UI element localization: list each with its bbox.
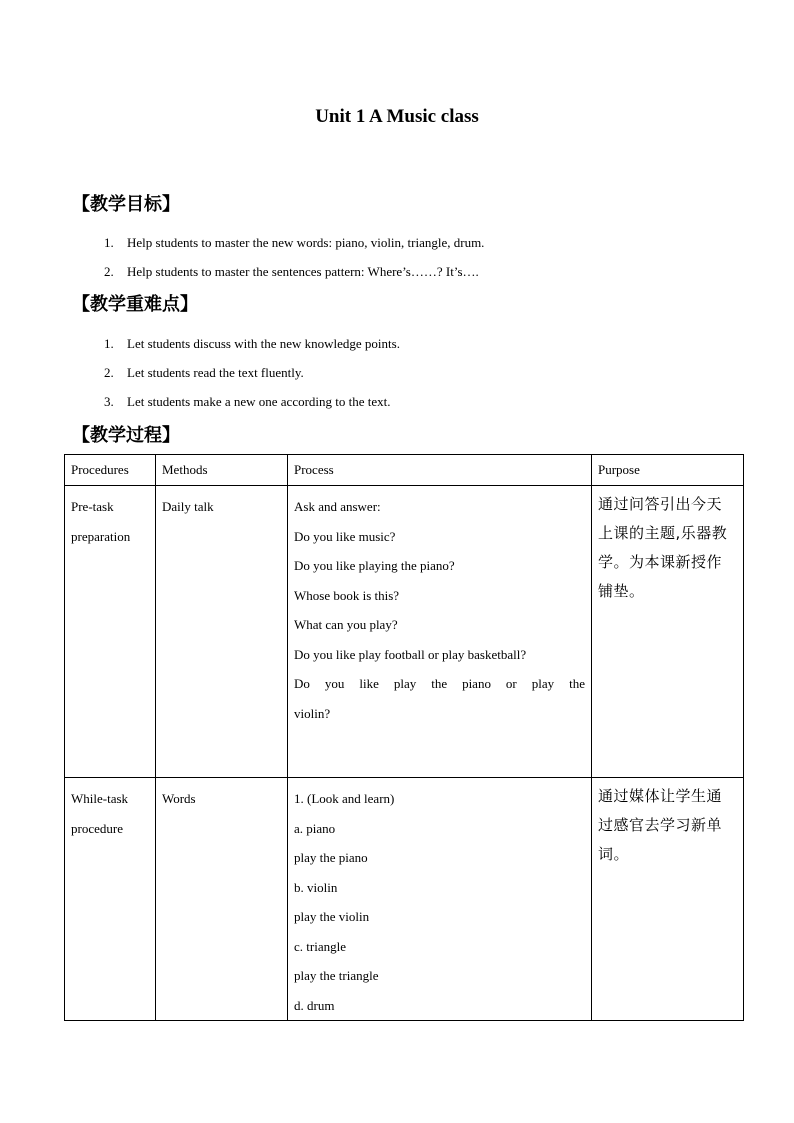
- list-item: 3. Let students make a new one according to the text.: [104, 394, 391, 409]
- list-item: 2. Let students read the text fluently.: [104, 365, 304, 380]
- method-cell: Words: [156, 778, 288, 1021]
- header-process: Process: [288, 455, 592, 486]
- table-header-row: [65, 455, 744, 486]
- keypoints-list: [104, 329, 400, 416]
- table-row: [65, 778, 744, 1021]
- process-cell: Ask and answer: Do you like music? Do you like playing the piano? Whose book is this? What can you play? Do you like play football or play basketball? Do you like play the piano or play the violin?: [288, 486, 592, 778]
- header-purpose: Purpose: [592, 455, 744, 486]
- header-methods: Methods: [156, 455, 288, 486]
- section-heading-process: 【教学过程】: [72, 425, 180, 446]
- purpose-cell: 通过媒体让学生通过感官去学习新单词。: [592, 778, 744, 1021]
- objectives-list: [104, 228, 484, 286]
- section-heading-keypoints: 【教学重难点】: [72, 294, 198, 315]
- document-title: Unit 1 A Music class: [315, 106, 479, 127]
- section-heading-objectives: 【教学目标】: [72, 194, 180, 215]
- table-row: [65, 486, 744, 778]
- list-item: 1. Let students discuss with the new knowledge points.: [104, 336, 400, 351]
- list-item: 2. Help students to master the sentences pattern: Where’s……? It’s….: [104, 264, 479, 279]
- purpose-cell: 通过问答引出今天上课的主题,乐器教学。为本课新授作铺垫。: [592, 486, 744, 778]
- procedure-cell: Pre-task preparation: [65, 486, 156, 778]
- process-cell: 1. (Look and learn) a. piano play the piano b. violin play the violin c. triangle play the triangle d. drum: [288, 778, 592, 1021]
- method-cell: Daily talk: [156, 486, 288, 778]
- process-table: [64, 454, 744, 1021]
- procedure-cell: While-task procedure: [65, 778, 156, 1021]
- header-procedures: Procedures: [65, 455, 156, 486]
- list-item: 1. Help students to master the new words: piano, violin, triangle, drum.: [104, 235, 485, 250]
